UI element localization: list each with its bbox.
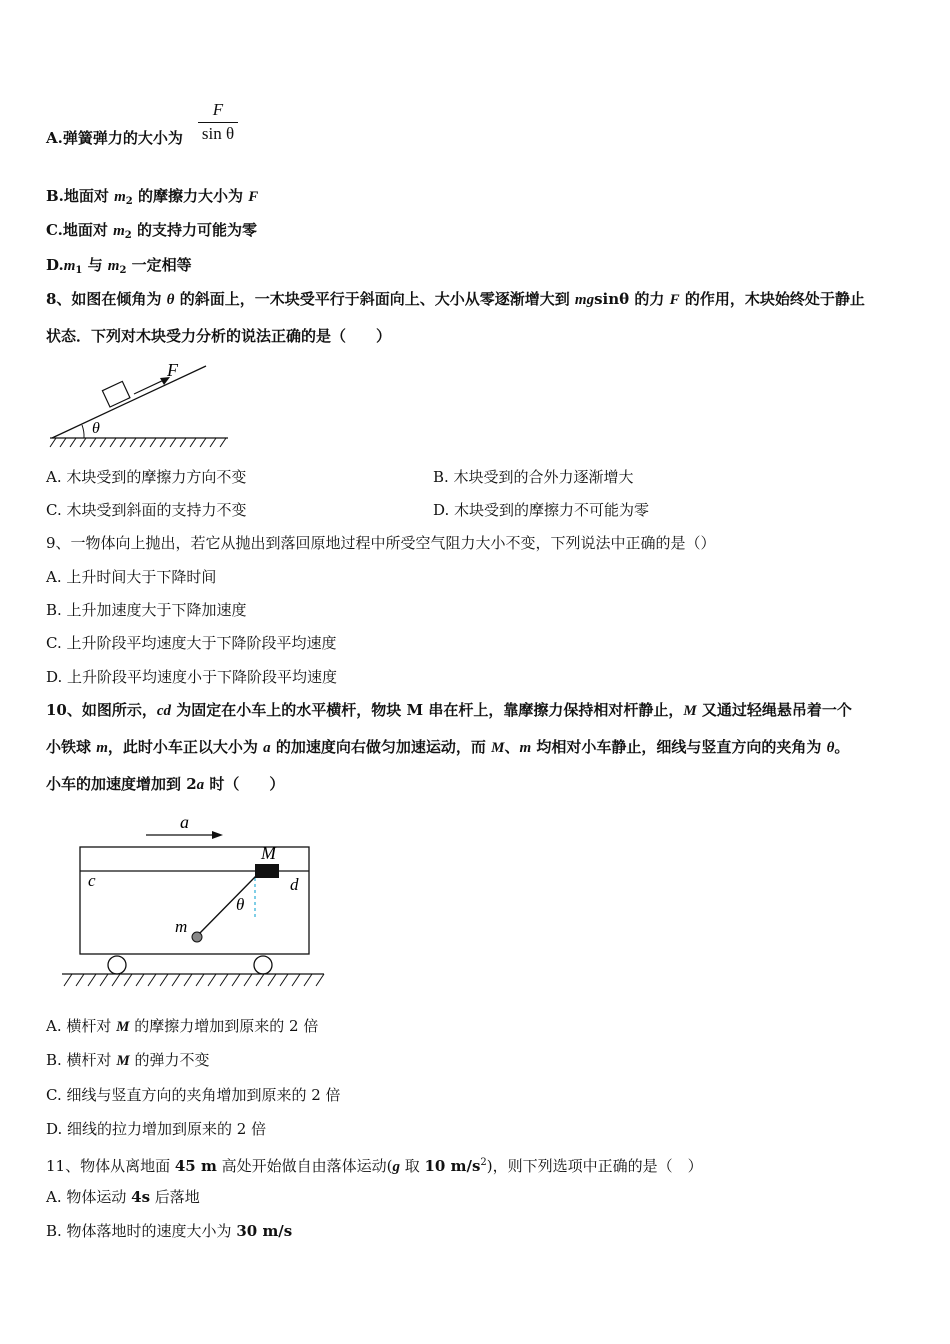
incline-surface [52,366,206,438]
text-segment: 8、如图在倾角为 [46,290,167,308]
force-label: F [167,360,178,380]
text-segment: C.地面对 [46,221,114,239]
q11-option-b [46,1221,292,1241]
q9-stem: 9、一物体向上抛出，若它从抛出到落回原地过程中所受空气阻力大小不变，下列说法中正确的是（） [46,534,716,552]
text-segment: 高处开始做自由落体运动( [216,1157,393,1175]
ground-hatching [64,974,324,986]
var-mg: mg [574,292,595,308]
q10-option-a [46,1016,318,1037]
subscript: 1 [75,265,83,276]
text-segment: 11、物体从离地面 [46,1157,175,1175]
q11-option-a [46,1187,200,1207]
text-segment: 与 [82,256,108,274]
text-segment: 的弹力不变 [129,1051,210,1069]
q10-stem-line1 [46,700,852,721]
text-segment: 的斜面上，一木块受平行于斜面向上、大小从零逐渐增大到 [174,290,575,308]
var-theta: θ [166,292,175,308]
q11-stem [46,1153,703,1177]
q7-option-b [46,186,258,212]
var-m: m [96,740,108,756]
q9-option-b: B. 上升加速度大于下降加速度 [46,601,247,619]
block-M [255,864,279,878]
text-segment: 。 [834,738,850,756]
angle-arc [82,425,84,438]
text-segment: B. 物体落地时的速度大小为 [46,1222,237,1240]
var-g: g [392,1159,400,1175]
q8-option-c: C. 木块受到斜面的支持力不变 [46,501,247,519]
var-F: F [669,292,680,308]
text-segment: B. 横杆对 [46,1051,117,1069]
subscript: 2 [125,196,133,207]
speed-value: 30 m/s [236,1222,293,1240]
text-segment: 一定相等 [126,256,192,274]
text-segment: 的摩擦力增加到原来的 2 倍 [129,1017,319,1035]
text-segment: 状态．下列对木块受力分析的说法正确的是（ ） [46,327,392,345]
fraction-bar [198,122,238,123]
var-a: a [196,777,205,793]
var-cd: cd [156,703,172,719]
q8-option-d: D. 木块受到的摩擦力不可能为零 [433,501,650,519]
var-M: M [116,1019,130,1035]
q9-option-a: A. 上升时间大于下降时间 [46,568,217,586]
text-segment: D. [46,256,64,274]
var-theta: θ [826,740,835,756]
q7-option-c [46,220,257,246]
wheel-right [254,956,272,974]
text-segment: sinθ 的力 [594,290,670,308]
q9-option-d: D. 上升阶段平均速度小于下降阶段平均速度 [46,668,338,686]
var-a: a [263,740,271,756]
var-m: m [114,189,126,205]
fraction-numerator: F [212,100,224,119]
var-m: m [519,740,532,756]
wheel-left [108,956,126,974]
acceleration-label: a [180,812,189,832]
var-F: F [248,189,259,205]
text-segment: 的摩擦力大小为 [132,187,249,205]
text-segment: 时（ ） [204,775,285,793]
q10-option-b [46,1050,209,1071]
label-theta: θ [236,895,245,914]
text-segment: 的加速度向右做匀加速运动，而 [270,738,492,756]
q9-option-c: C. 上升阶段平均速度大于下降阶段平均速度 [46,634,337,652]
fraction-denominator: sin θ [201,124,235,143]
q10-option-d: D. 细线的拉力增加到原来的 2 倍 [46,1120,267,1138]
var-M: M [116,1053,130,1069]
q7-option-a-text: A.弹簧弹力的大小为 [46,129,183,147]
var-M: M [683,703,697,719]
text-segment: 小车的加速度增加到 2 [46,775,197,793]
text-segment: A. 横杆对 [46,1017,117,1035]
text-segment: A. 物体运动 [46,1188,132,1206]
label-m: m [175,917,188,936]
var-m: m [63,258,76,274]
theta-label: θ [92,420,100,437]
q8-option-a: A. 木块受到的摩擦力方向不变 [46,468,247,486]
height-value: 45 m [174,1157,217,1175]
text-segment: )，则下列选项中正确的是（ ） [486,1157,703,1175]
q8-stem-line2 [46,326,391,346]
q7-option-a-fraction [198,100,238,144]
text-segment: 后落地 [150,1188,200,1206]
q10-stem-line3 [46,774,284,795]
text-segment: 为固定在小车上的水平横杆，物块 M 串在杆上，靠摩擦力保持相对杆静止， [171,701,684,719]
q8-incline-figure [46,354,236,454]
g-value: 10 m/s [424,1157,481,1175]
label-d: d [290,875,299,894]
subscript: 2 [119,265,127,276]
var-m: m [107,258,120,274]
iron-ball-m [192,932,202,942]
label-M: M [261,843,276,863]
text-segment: 的支持力可能为零 [131,221,257,239]
q8-stem-line1 [46,289,865,310]
text-segment: 10、如图所示， [46,701,157,719]
subscript: 2 [124,230,132,241]
ground-hatching [50,438,226,447]
acceleration-arrowhead [212,831,223,839]
q8-option-b: B. 木块受到的合外力逐渐增大 [433,468,634,486]
var-M: M [491,740,505,756]
text-segment: ，此时小车正以大小为 [107,738,264,756]
time-value: 4s [131,1188,151,1206]
text-segment: 小铁球 [46,738,97,756]
text-segment: 均相对小车静止，细线与竖直方向的夹角为 [531,738,827,756]
q10-cart-figure [56,808,331,993]
text-segment: 又通过轻绳悬吊着一个 [696,701,852,719]
text-segment: B.地面对 [46,187,115,205]
q10-stem-line2 [46,737,849,758]
text-segment: 、 [504,738,520,756]
q7-option-d [46,255,192,281]
q10-option-c: C. 细线与竖直方向的夹角增加到原来的 2 倍 [46,1086,341,1104]
label-c: c [88,871,96,890]
text-segment: 的作用，木块始终处于静止 [679,290,865,308]
text-segment: 取 [399,1157,425,1175]
q7-option-a [46,128,183,148]
superscript: 2 [480,1157,487,1168]
var-m: m [113,223,125,239]
